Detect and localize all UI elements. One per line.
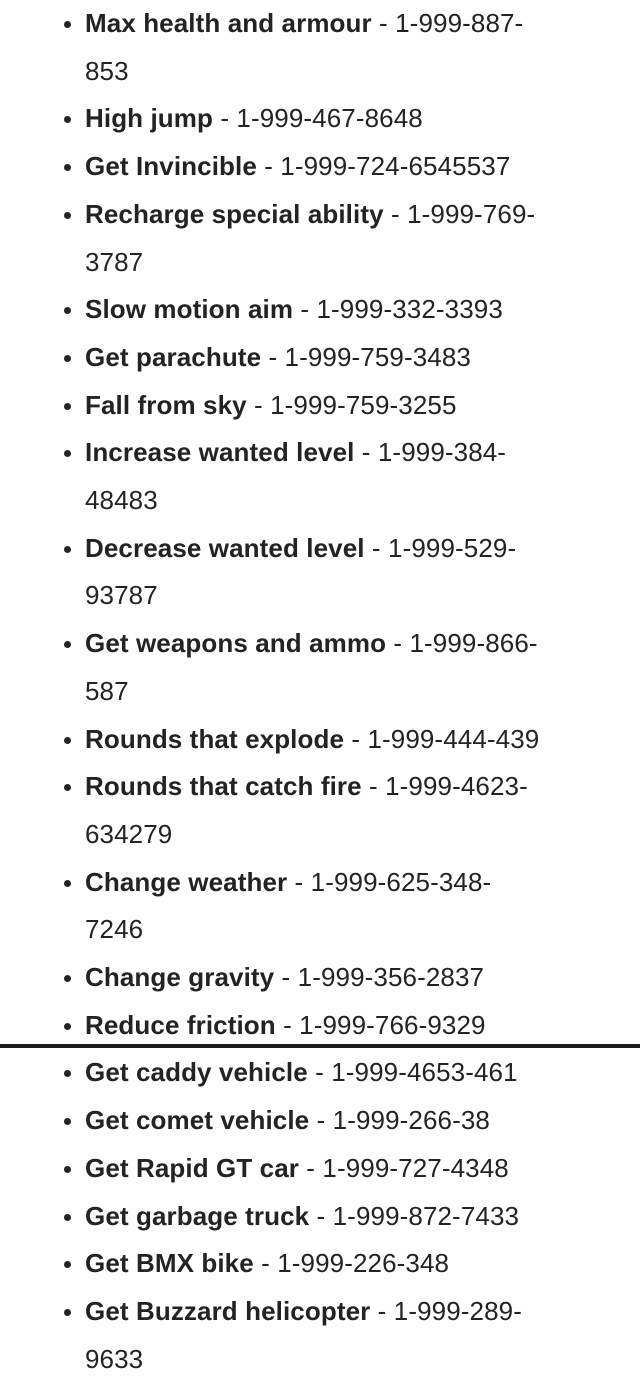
list-item [85, 716, 640, 764]
separator: - [293, 294, 317, 325]
cheat-name: Slow motion aim [85, 294, 294, 325]
list-item [85, 0, 640, 95]
separator: - [213, 103, 237, 134]
separator: - [371, 8, 396, 38]
cheat-code: 1-999-4623-634279 [85, 771, 528, 849]
cheat-name: Get Buzzard helicopter [85, 1295, 371, 1326]
separator: - [261, 341, 285, 372]
separator: - [287, 866, 311, 897]
separator: - [344, 723, 368, 754]
list-item [85, 1240, 640, 1288]
cheat-code: 1-999-356-2837 [297, 962, 485, 993]
cheat-code: 1-999-384-48483 [85, 437, 507, 516]
cheat-name: Max health and armour [85, 8, 372, 38]
list-item [85, 1097, 640, 1145]
cheat-name: Fall from sky [85, 389, 247, 420]
list-item [85, 1145, 640, 1193]
bottom-divider [0, 1044, 640, 1048]
cheat-code: 1-999-289-9633 [85, 1295, 522, 1374]
list-item [85, 429, 640, 524]
list-item [85, 191, 640, 286]
list-item [85, 1049, 640, 1097]
cheat-name: Reduce friction [85, 1009, 276, 1040]
separator: - [309, 1105, 333, 1136]
list-item [85, 954, 640, 1002]
cheat-code: 1-999-727-4348 [322, 1152, 509, 1183]
cheat-code: 1-999-4653-461 [331, 1057, 518, 1088]
cheat-name: Decrease wanted level [85, 532, 365, 563]
cheat-code: 1-999-226-348 [277, 1248, 450, 1279]
separator: - [370, 1295, 394, 1326]
cheat-name: Get caddy vehicle [85, 1057, 308, 1088]
cheat-code: 1-999-866-587 [85, 628, 538, 706]
cheat-name: Get comet vehicle [85, 1105, 310, 1136]
cheat-name: Recharge special ability [85, 198, 384, 229]
separator: - [309, 1200, 333, 1231]
list-item [85, 1193, 640, 1241]
separator: - [253, 1248, 278, 1279]
separator: - [383, 198, 408, 229]
cheat-code: 1-999-266-38 [332, 1105, 490, 1136]
separator: - [361, 771, 386, 802]
list-item [85, 143, 640, 191]
list-item [85, 382, 640, 430]
cheat-code: 1-999-332-3393 [316, 294, 503, 325]
cheat-code: 1-999-529-93787 [85, 532, 517, 611]
separator: - [364, 532, 389, 563]
cheat-name: Change gravity [85, 962, 275, 993]
separator: - [256, 151, 281, 182]
cheat-code: 1-999-766-9329 [299, 1009, 486, 1040]
separator: - [275, 1009, 300, 1040]
list-item [85, 1288, 640, 1383]
cheat-name: Get Invincible [85, 151, 257, 182]
list-item [85, 334, 640, 382]
cheat-code: 1-999-887-853 [85, 8, 524, 86]
separator: - [298, 1152, 323, 1183]
cheat-name: Get Rapid GT car [85, 1152, 299, 1183]
cheat-code: 1-999-625-348-7246 [85, 866, 492, 945]
cheat-name: Rounds that catch fire [85, 771, 362, 802]
cheat-name: Increase wanted level [85, 437, 355, 468]
cheat-code: 1-999-444-439 [367, 723, 540, 754]
cheat-name: Get BMX bike [85, 1248, 254, 1279]
cheat-code: 1-999-769-3787 [85, 198, 536, 277]
cheat-name: Get garbage truck [85, 1200, 310, 1231]
separator: - [246, 389, 271, 420]
separator: - [354, 437, 378, 468]
cheat-code: 1-999-467-8648 [236, 103, 423, 134]
separator: - [386, 628, 410, 659]
cheat-code: 1-999-759-3483 [284, 341, 471, 372]
cheat-code: 1-999-872-7433 [332, 1200, 520, 1231]
cheat-name: Get parachute [85, 341, 262, 372]
list-item [85, 286, 640, 334]
list-item [85, 763, 640, 858]
cheat-name: High jump [85, 103, 213, 134]
list-item [85, 525, 640, 620]
separator: - [307, 1057, 332, 1088]
cheat-code: 1-999-724-6545537 [280, 151, 511, 182]
list-item [85, 95, 640, 143]
list-item [85, 859, 640, 954]
cheat-name: Change weather [85, 866, 288, 897]
cheat-name: Rounds that explode [85, 723, 345, 754]
cheat-code: 1-999-759-3255 [270, 389, 457, 420]
separator: - [274, 962, 298, 993]
list-item [85, 1002, 640, 1050]
list-item [85, 620, 640, 715]
cheat-name: Get weapons and ammo [85, 628, 387, 659]
